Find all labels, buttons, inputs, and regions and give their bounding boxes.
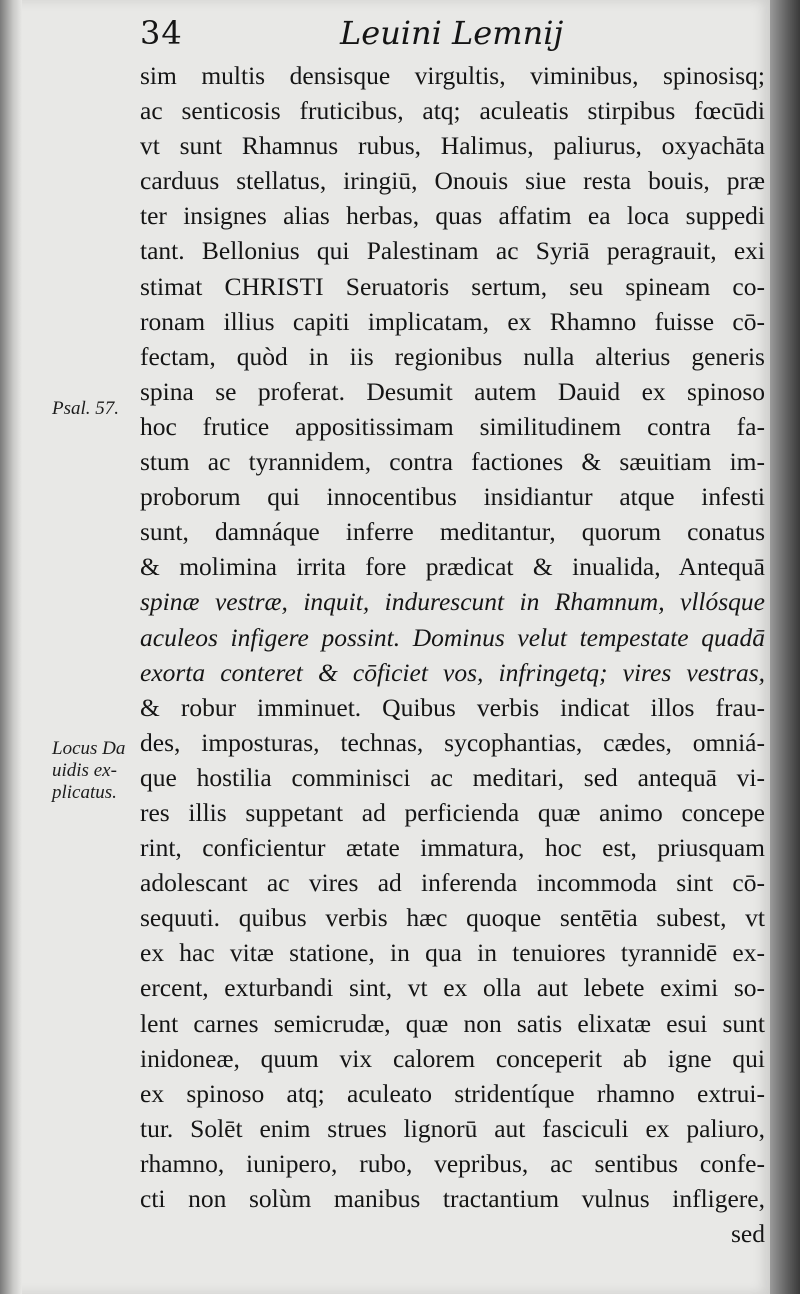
margin-note-line: plicatus. bbox=[52, 782, 117, 803]
page-edge bbox=[770, 0, 800, 1294]
text-line: fectam, quòd in iis regionibus nulla alterius generis bbox=[140, 341, 765, 371]
text-line: adolescant ac vires ad inferenda incommoda sint cō- bbox=[140, 868, 765, 898]
text-line: ter insignes alias herbas, quas affatim ea loca suppedi bbox=[140, 201, 765, 231]
text-line: que hostilia comminisci ac meditari, sed antequā vi- bbox=[140, 762, 765, 792]
text-line: tur. Solēt enim strues lignorū aut fasciculi ex paliuro, bbox=[140, 1113, 765, 1143]
text-line: proborum qui innocentibus insidiantur atque infesti bbox=[140, 482, 765, 512]
page-gutter bbox=[0, 0, 22, 1294]
text-line: lent carnes semicrudæ, quæ non satis elixatæ esui sunt bbox=[140, 1008, 765, 1038]
page-header bbox=[140, 8, 760, 56]
margin-note-locus bbox=[52, 738, 142, 804]
text-line: ex spinoso atq; aculeato stridentíque rhamno extrui- bbox=[140, 1078, 765, 1108]
text-line: rint, conficientur ætate immatura, hoc est, priusquam bbox=[140, 833, 765, 863]
text-line-italic: spinæ vestræ, inquit, indurescunt in Rhamnum, vllósque bbox=[140, 587, 765, 617]
text-line: tant. Bellonius qui Palestinam ac Syriā peragrauit, exi bbox=[140, 236, 765, 266]
text-line: stum ac tyrannidem, contra factiones & sæuitiam im- bbox=[140, 447, 765, 477]
text-line: ercent, exturbandi sint, vt ex olla aut lebete eximi so- bbox=[140, 973, 765, 1003]
text-line: ac senticosis fruticibus, atq; aculeatis stirpibus fœcūdi bbox=[140, 96, 765, 126]
text-line: sequuti. quibus verbis hæc quoque sentētia subest, vt bbox=[140, 903, 765, 933]
text-line: vt sunt Rhamnus rubus, Halimus, paliurus, oxyachāta bbox=[140, 131, 765, 161]
text-line: sunt, damnáque inferre meditantur, quorum conatus bbox=[140, 517, 765, 547]
text-line-italic: aculeos infigere possint. Dominus velut tempestate quadā bbox=[140, 622, 765, 652]
text-line: ex hac vitæ statione, in qua in tenuiores tyrannidē ex- bbox=[140, 938, 765, 968]
text-line: carduus stellatus, iringiū, Onouis siue resta bouis, præ bbox=[140, 166, 765, 196]
text-line: hoc frutice appositissimam similitudinem contra fa- bbox=[140, 411, 765, 441]
margin-note-psalm: Psal. 57. bbox=[52, 398, 120, 419]
text-line: spina se proferat. Desumit autem Dauid ex spinoso bbox=[140, 376, 765, 406]
running-head: Leuini Lemnij bbox=[340, 14, 564, 52]
text-line: des, imposturas, technas, sycophantias, cædes, omniá- bbox=[140, 727, 765, 757]
text-line: rhamno, iunipero, rubo, vepribus, ac sentibus confe- bbox=[140, 1148, 765, 1178]
body-text bbox=[140, 58, 765, 1251]
text-line: res illis suppetant ad perficienda quæ animo concepe bbox=[140, 797, 765, 827]
text-line: sim multis densisque virgultis, viminibus, spinosisq; bbox=[140, 61, 765, 90]
catchword: sed bbox=[731, 1219, 765, 1249]
text-line: stimat CHRISTI Seruatoris sertum, seu spineam co- bbox=[140, 271, 765, 301]
text-line: & robur imminuet. Quibus verbis indicat illos frau- bbox=[140, 692, 765, 722]
text-line-italic: exorta conteret & cōficiet vos, infringetq; vires vestras, bbox=[140, 657, 765, 687]
margin-note-line: uidis ex- bbox=[52, 760, 117, 781]
margin-note-line: Locus Da bbox=[52, 738, 126, 759]
text-line: cti non solùm manibus tractantium vulnus infligere, bbox=[140, 1184, 765, 1213]
page-number: 34 bbox=[140, 14, 183, 52]
text-line: ronam illius capiti implicatam, ex Rhamno fuisse cō- bbox=[140, 306, 765, 336]
text-line: inidoneæ, quum vix calorem conceperit ab igne qui bbox=[140, 1043, 765, 1073]
text-line: & molimina irrita fore prædicat & inualida, Antequā bbox=[140, 552, 765, 582]
